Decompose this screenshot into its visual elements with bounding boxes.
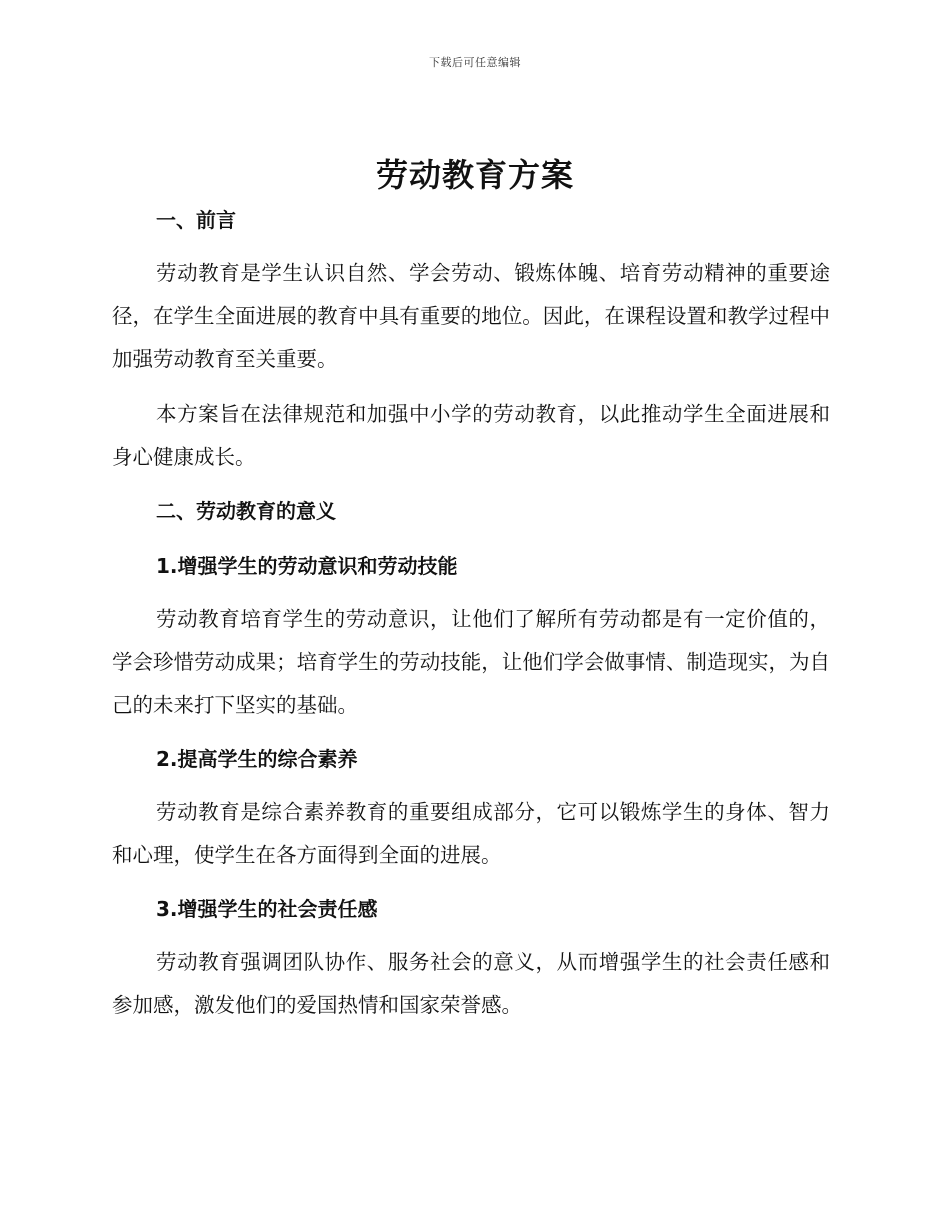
header-note: 下载后可任意编辑 (429, 56, 521, 69)
paragraph: 劳动教育强调团队协作、服务社会的意义，从而增强学生的社会责任感和参加感，激发他们的爱国热情和国家荣誉感。 (112, 950, 830, 1017)
paragraph: 劳动教育培育学生的劳动意识，让他们了解所有劳动都是有一定价值的，学会珍惜劳动成果；培育学生的劳动技能，让他们学会做事情、制造现实，为自己的未来打下坚实的基础。 (112, 607, 830, 717)
paragraph: 劳动教育是综合素养教育的重要组成部分，它可以锻炼学生的身体、智力和心理，使学生在各方面得到全面的进展。 (112, 800, 830, 867)
subsection-heading: 2.提高学生的综合素养 (156, 747, 358, 771)
section-heading-preface: 一、前言 (156, 208, 236, 232)
section-heading-significance: 二、劳动教育的意义 (156, 499, 336, 523)
subsection-heading: 3.增强学生的社会责任感 (156, 897, 378, 921)
document-body (112, 200, 830, 1027)
document-title: 劳动教育方案 (375, 156, 574, 194)
paragraph: 劳动教育是学生认识自然、学会劳动、锻炼体魄、培育劳动精神的重要途径，在学生全面进展的教育中具有重要的地位。因此，在课程设置和教学过程中加强劳动教育至关重要。 (112, 261, 830, 371)
paragraph: 本方案旨在法律规范和加强中小学的劳动教育，以此推动学生全面进展和身心健康成长。 (112, 402, 830, 469)
subsection-heading: 1.增强学生的劳动意识和劳动技能 (156, 554, 458, 578)
